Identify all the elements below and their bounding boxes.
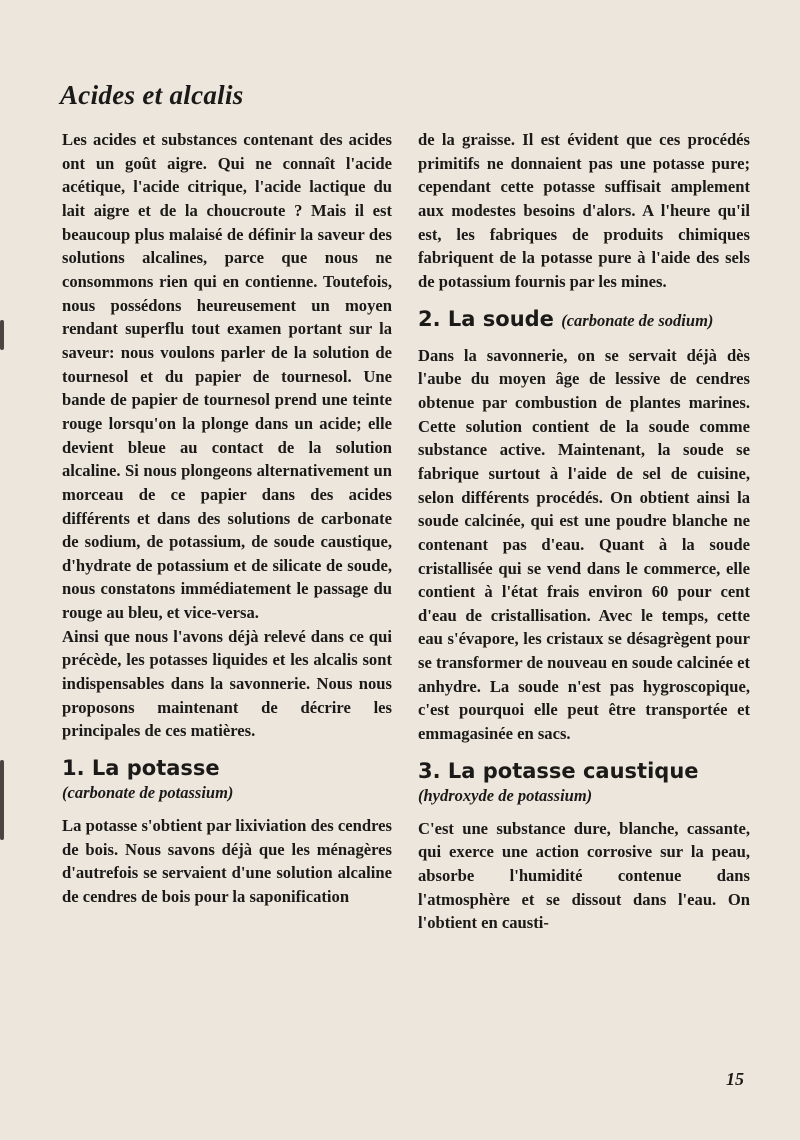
section-1-subtitle: (carbonate de potassium) xyxy=(62,783,234,803)
page-title: Acides et alcalis xyxy=(60,80,244,110)
section-2-text: Dans la savonnerie, on se servait déjà dès l'aube du moyen âge de lessive de cendres obtenue par combustion de plantes marines. Cette solution contient de la soude comme substance active. Maintenant, la soude se fabrique surtout à l'aide de sel de cuisine, selon différents procédés. On obtient ainsi la soude calcinée, qui est une poudre blanche ne contenant pas d'eau. Quant à la soude cristallisée qui se vend dans le commerce, elle contient à l'état frais environ 60 pour cent d'eau de cristallisation. Avec le temps, cette eau s'évapore, les cristaux se désagrègent pour se transformer de nouveau en soude calcinée et anhydre. La soude n'est pas hygroscopique, c'est pourquoi elle peut être transportée et emmagasinée en sacs. xyxy=(418,345,750,744)
section-heading-2 xyxy=(418,306,750,334)
section-3-text: C'est une substance dure, blanche, cassante, qui exerce une action corrosive sur la peau, absorbe l'humidité contenue dans l'atmosphère et se dissout dans l'eau. On l'obtient en causti- xyxy=(418,818,750,933)
intro-paragraph: Les acides et substances contenant des acides ont un goût aigre. Qui ne connaît l'acide acétique, l'acide citrique, l'acide lactique du lait aigre et de la choucroute ? Mais il est beaucoup plus malaisé de définir la saveur des solutions alcalines, parce que nous ne consommons rien qui en contienne. Toutefois, nous possédons heureusement un moyen rendant superflu tout examen portant sur la saveur: nous voulons parler de la solution de tournesol et du papier de tournesol. Une bande de papier de tournesol prend une teinte rouge lorsqu'on la plonge dans un acide; elle devient bleue au contact de la solution alcaline. Si nous plongeons alternativement un morceau de ce papier dans des acides différents et dans des solutions de carbonate de sodium, de potassium, de soude caustique, d'hydrate de potassium et de silicate de soude, nous constatons immédiatement le passage du rouge au bleu, et vice-versa. xyxy=(62,130,392,623)
section-3-title: 3. La potasse caustique xyxy=(418,758,699,783)
section-2-title-text: 2. La soude xyxy=(418,306,554,331)
intro-paragraph-2: Ainsi que nous l'avons déjà relevé dans ce qui précède, les potasses liquides et les alcalis sont indispensables dans la savonnerie. Nous nous proposons maintenant de décrire les principales de ces matières. xyxy=(62,626,392,741)
section-2-subtitle: (carbonate de sodium) xyxy=(561,310,714,330)
binding-mark xyxy=(0,320,4,350)
continued-paragraph: de la graisse. Il est évident que ces procédés primitifs ne donnaient pas une potasse pure; cependant cette potasse suffisait amplement aux modestes besoins d'alors. A l'heure qu'il est, les fabriques de produits chimiques fabriquent de la potasse pure à l'aide des sels de potassium fournis par les mines. xyxy=(418,130,750,291)
section-1-text: La potasse s'obtient par lixiviation des cendres de bois. Nous savons déjà que les ménagères d'autrefois se servaient d'une solution alcaline de cendres de bois pour la saponification xyxy=(62,816,392,907)
section-2-title xyxy=(418,306,750,334)
binding-mark xyxy=(0,760,4,840)
section-1-title: 1. La potasse xyxy=(62,756,220,781)
left-column xyxy=(62,128,392,909)
section-heading-1 xyxy=(62,755,392,804)
page-number: 15 xyxy=(726,1069,744,1089)
section-heading-3 xyxy=(418,758,750,807)
section-3-subtitle: (hydroxyde de potassium) xyxy=(418,785,593,805)
right-column xyxy=(418,128,750,935)
